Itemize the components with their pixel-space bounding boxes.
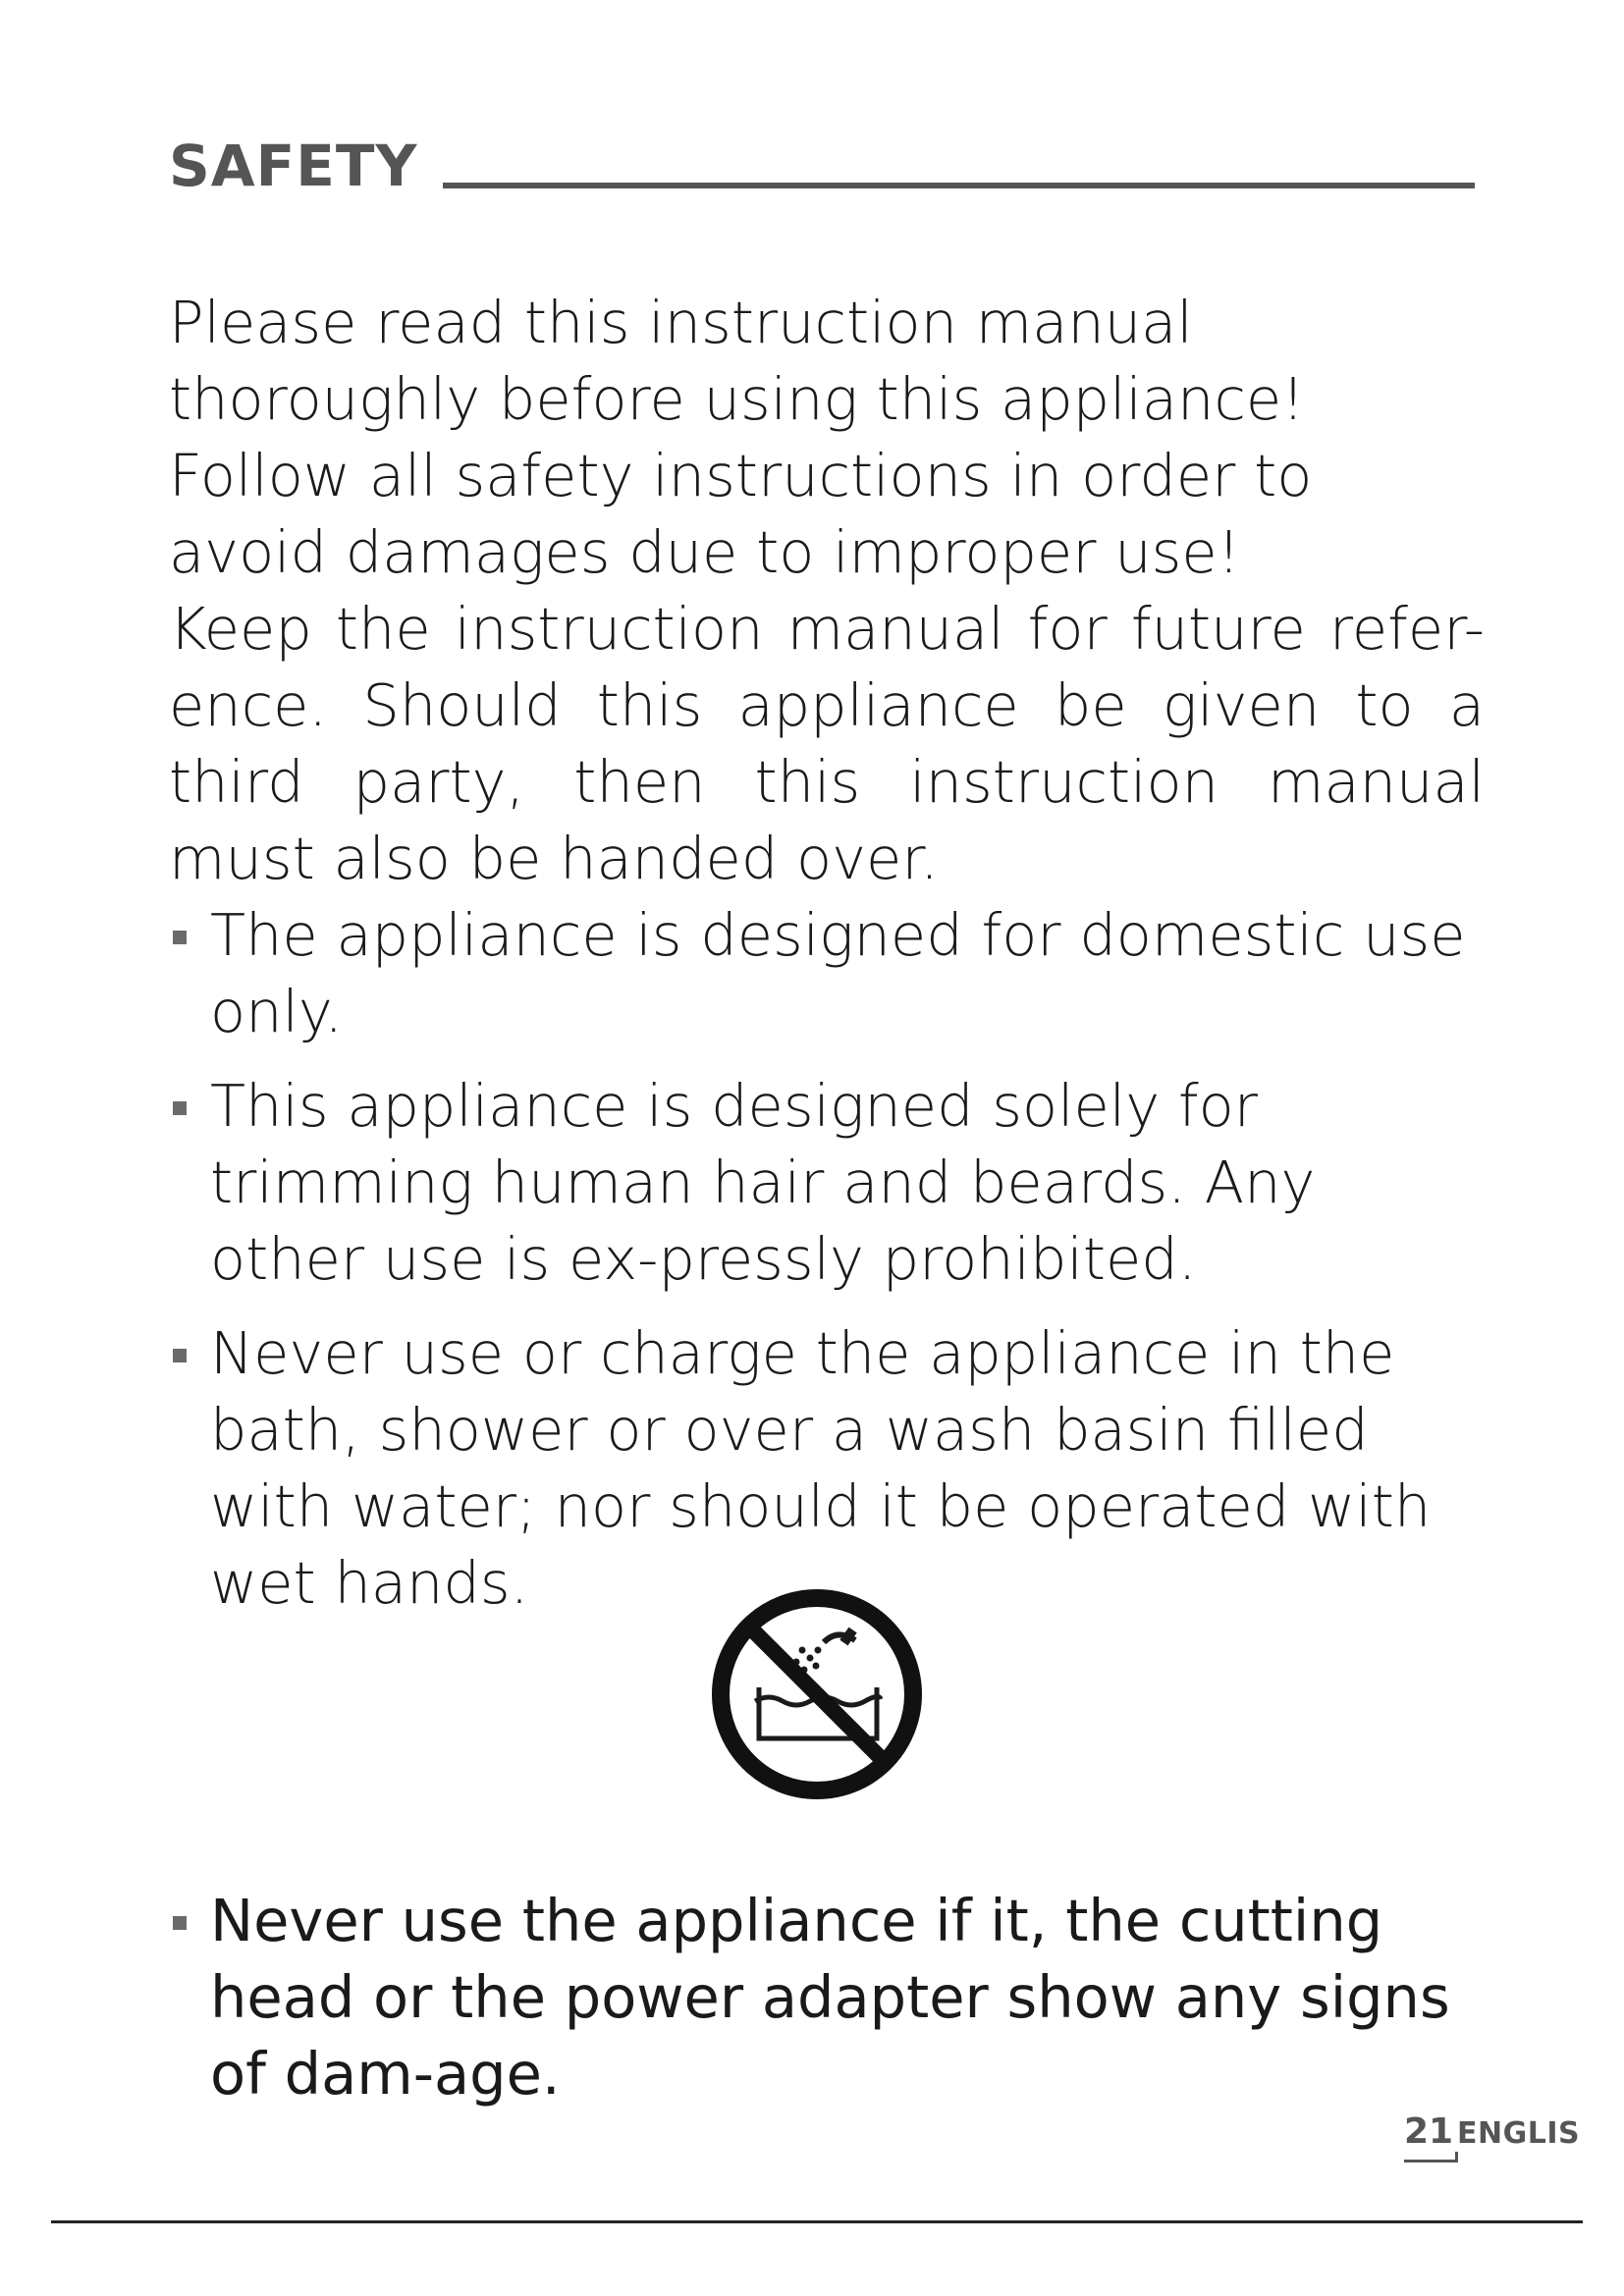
bullet-text: Never use or charge the appliance in the bath, shower or over a wash basin filled with water; nor should it be operated with wet hands. <box>210 1319 1432 1617</box>
bullet-square-icon <box>173 1101 187 1115</box>
page-footer <box>1404 2110 1581 2169</box>
main-content <box>169 285 1485 1622</box>
bullet-item-1 <box>169 897 1485 1050</box>
no-water-bath-icon <box>708 1585 926 1803</box>
bullet-item-3 <box>169 1315 1485 1622</box>
page-number-bracket <box>1404 2152 1458 2163</box>
bottom-rule <box>51 2220 1583 2223</box>
bullet-item-4-inner <box>169 1883 1485 2112</box>
bullet-text: This appliance is designed solely for trimming human hair and beards. Any other use is ex-pressly prohibited. <box>210 1072 1316 1293</box>
bullet-item-2 <box>169 1068 1485 1298</box>
page-number: 21 <box>1404 2111 1454 2152</box>
page-title: SAFETY <box>169 133 418 199</box>
intro-paragraph-1: Please read this instruction manual thoroughly before using this appliance! Follow all safety instructions in order to avoid damages due to improper use! <box>169 289 1313 586</box>
bullet-text: The appliance is designed for domestic use only. <box>210 901 1466 1045</box>
bullet-text: Never use the appliance if it, the cutting head or the power adapter show any signs of dam-age. <box>210 1887 1450 2108</box>
bullet-item-4 <box>169 1883 1485 2112</box>
intro-paragraph-2: Keep the instruction manual for future refer-ence. Should this appliance be given to a third party, then this instruction manual must also be handed over. <box>169 595 1485 892</box>
bullet-square-icon <box>173 1349 187 1362</box>
section-heading <box>169 133 1475 199</box>
heading-rule <box>443 183 1475 188</box>
language-label: ENGLIS <box>1457 2116 1581 2151</box>
bullet-square-icon <box>173 1916 187 1930</box>
bullet-square-icon <box>173 931 187 944</box>
